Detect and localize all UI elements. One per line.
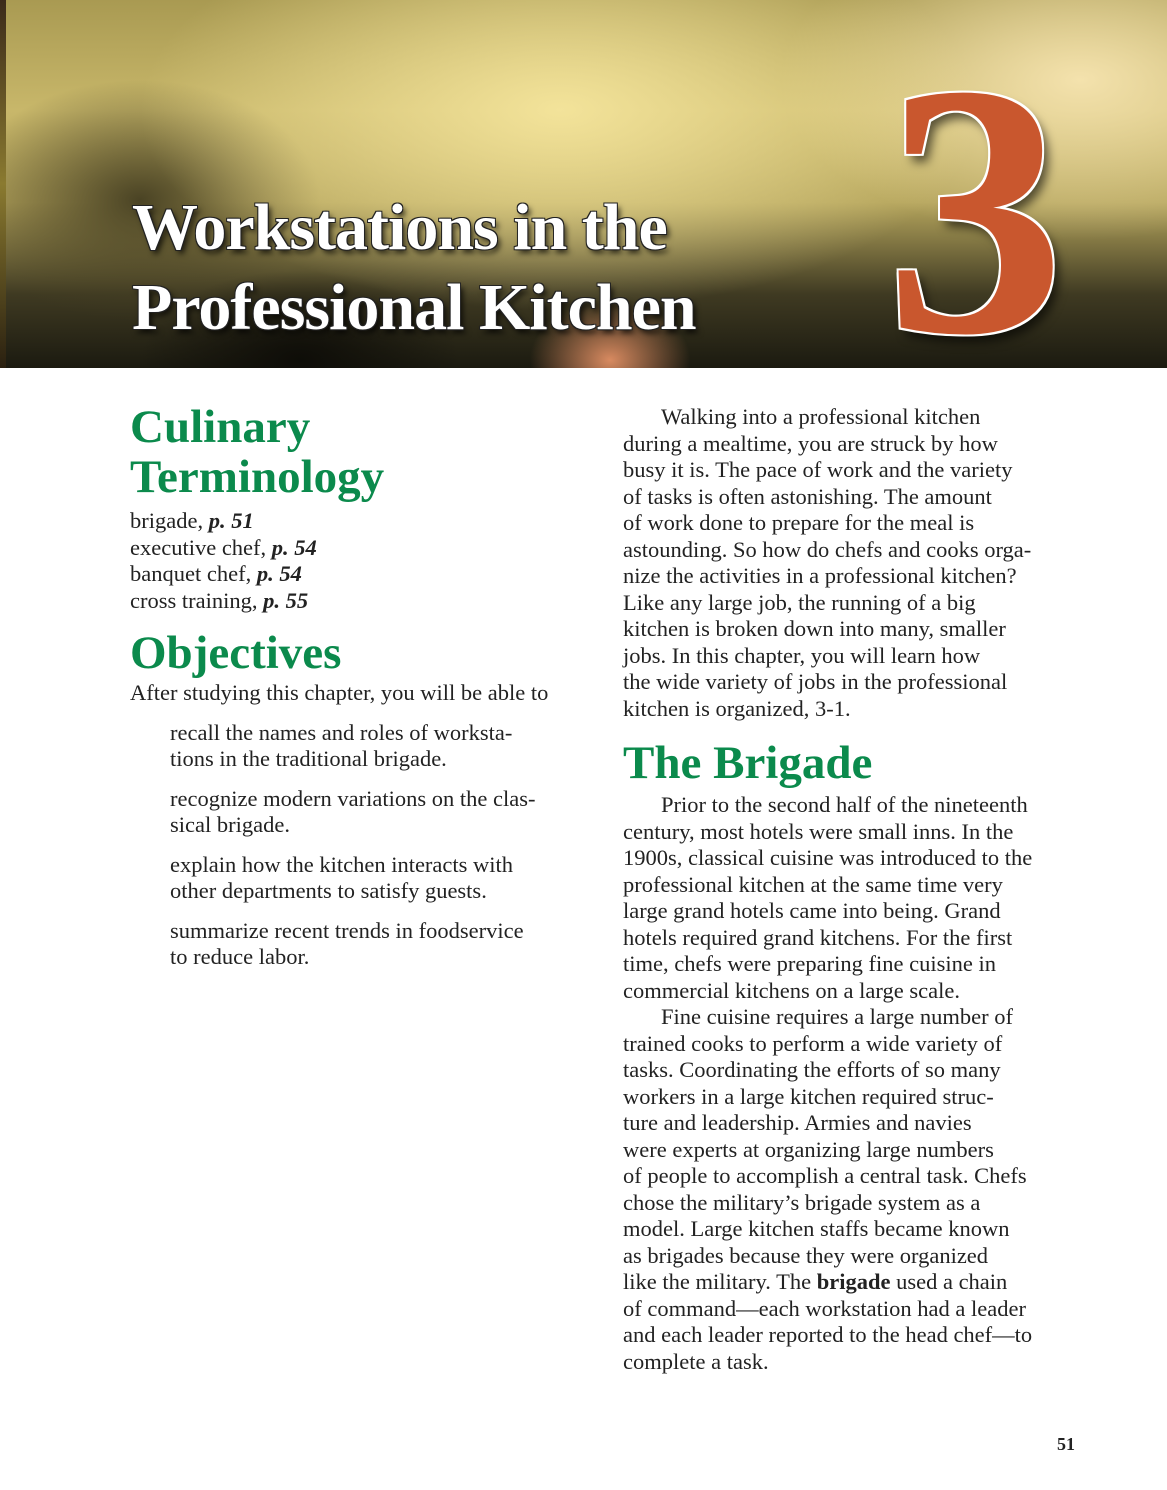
objective-item: [130, 786, 590, 839]
page-number: 51: [1057, 1434, 1075, 1454]
term-text: brigade,: [130, 508, 209, 533]
text-line: complete a task.: [623, 1348, 769, 1374]
text-line: to reduce labor.: [170, 944, 310, 969]
text-line: ture and leadership. Armies and navies: [623, 1110, 972, 1135]
objective-item: [130, 720, 590, 773]
text-line: chose the military’s brigade system as a: [623, 1189, 981, 1215]
text-span: like the military. The: [623, 1269, 817, 1294]
text-line: explain how the kitchen interacts with: [170, 851, 514, 877]
text-line: recall the names and roles of worksta-: [170, 719, 513, 745]
heading-line: Terminology: [130, 451, 385, 503]
term-page-ref: p. 54: [256, 561, 302, 586]
text-line: and each leader reported to the head chef—to: [623, 1322, 1033, 1347]
text-line: the wide variety of jobs in the professional: [623, 669, 1008, 694]
text-line: Fine cuisine requires a large number of: [661, 1004, 1013, 1029]
chapter-number: 3: [885, 10, 1065, 368]
text-line: recognize modern variations on the clas-: [170, 785, 536, 811]
text-line: summarize recent trends in foodservice: [170, 917, 524, 943]
text-line: sical brigade.: [170, 812, 290, 837]
text-line: time, chefs were preparing fine cuisine in: [623, 951, 996, 976]
objective-item: [130, 918, 590, 971]
sidebar-column: [130, 402, 590, 971]
text-line: busy it is. The pace of work and the variety: [623, 457, 1013, 482]
term-item: [130, 588, 590, 615]
text-line: of work done to prepare for the meal is: [623, 510, 975, 535]
intro-paragraph: [623, 404, 1083, 722]
heading-line: Culinary: [130, 401, 311, 453]
text-line: tasks. Coordinating the efforts of so many: [623, 1057, 1001, 1082]
text-line: trained cooks to perform a wide variety of: [623, 1030, 1003, 1056]
text-line: workers in a large kitchen required struc-: [623, 1083, 994, 1109]
text-line: professional kitchen at the same time very: [623, 871, 1003, 897]
text-line: jobs. In this chapter, you will learn how: [623, 642, 981, 668]
objectives-list: [130, 720, 590, 971]
text-line: other departments to satisfy guests.: [170, 878, 487, 903]
objectives-intro: After studying this chapter, you will be able to: [130, 680, 549, 705]
text-line: [623, 1269, 1083, 1296]
text-line: were experts at organizing large numbers: [623, 1136, 994, 1162]
brigade-heading: The Brigade: [623, 737, 873, 789]
text-line: nize the activities in a professional kitchen?: [623, 563, 1017, 588]
term-item: [130, 535, 590, 562]
term-item: [130, 508, 590, 535]
text-line: tions in the traditional brigade.: [170, 746, 447, 771]
chapter-title: [132, 188, 696, 348]
term-page-ref: p. 54: [271, 534, 317, 560]
term-text: banquet chef,: [130, 561, 257, 586]
term-page-ref: p. 55: [263, 587, 309, 613]
text-line: of tasks is often astonishing. The amount: [623, 483, 992, 509]
terminology-heading: [130, 402, 590, 502]
text-line: Like any large job, the running of a big: [623, 589, 976, 615]
text-line: large grand hotels came into being. Grand: [623, 898, 1001, 923]
objectives-heading: Objectives: [130, 627, 342, 679]
text-line: 1900s, classical cuisine was introduced to the: [623, 845, 1033, 870]
text-line: century, most hotels were small inns. In the: [623, 818, 1014, 844]
brigade-paragraph-1: [623, 792, 1083, 1004]
text-line: Prior to the second half of the nineteenth: [661, 792, 1028, 817]
text-span: used a chain: [890, 1269, 1008, 1294]
term-item: [130, 561, 590, 588]
objective-item: [130, 852, 590, 905]
text-line: astounding. So how do chefs and cooks orga-: [623, 536, 1032, 562]
title-line: Professional Kitchen: [132, 271, 696, 344]
term-page-ref: p. 51: [208, 508, 254, 533]
chapter-header-image: [0, 0, 1167, 368]
terms-list: [130, 508, 590, 614]
main-column: [623, 404, 1083, 1375]
text-line: hotels required grand kitchens. For the first: [623, 924, 1013, 950]
text-line: of people to accomplish a central task. Chefs: [623, 1163, 1027, 1188]
term-text: executive chef,: [130, 534, 272, 560]
title-line: Workstations in the: [132, 191, 667, 264]
text-line: as brigades because they were organized: [623, 1242, 989, 1268]
text-line: Walking into a professional kitchen: [661, 404, 981, 429]
text-line: during a mealtime, you are struck by how: [623, 430, 998, 456]
brigade-paragraph-2: [623, 1004, 1083, 1375]
key-term-brigade: brigade: [816, 1269, 891, 1294]
text-line: of command—each workstation had a leader: [623, 1295, 1026, 1321]
text-line: kitchen is broken down into many, smaller: [623, 616, 1006, 641]
edge-strip: [0, 0, 6, 368]
text-line: commercial kitchens on a large scale.: [623, 977, 960, 1003]
term-text: cross training,: [130, 587, 264, 613]
text-line: model. Large kitchen staffs became known: [623, 1216, 1010, 1241]
text-line: kitchen is organized, 3-1.: [623, 695, 851, 721]
